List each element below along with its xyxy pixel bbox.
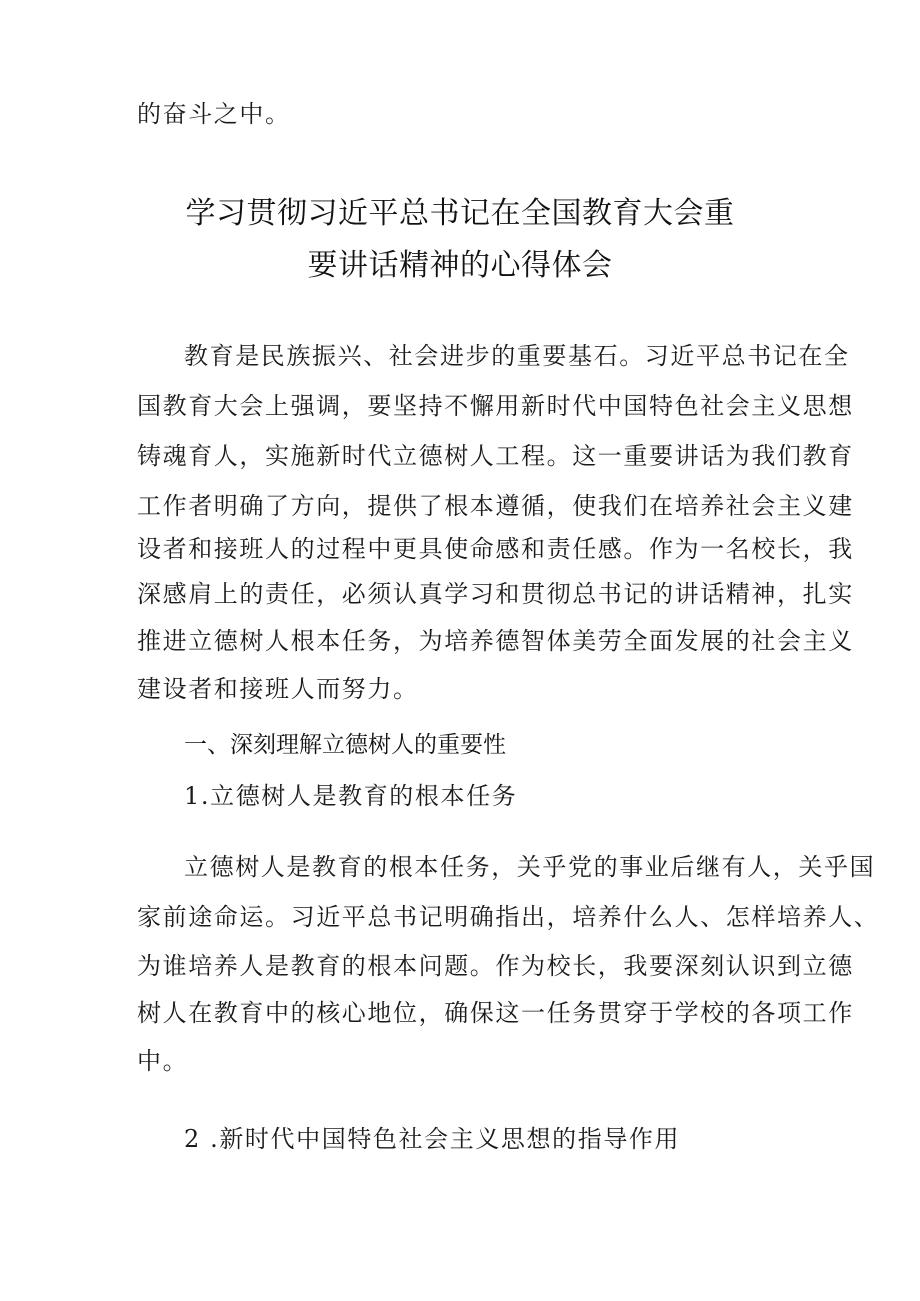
paragraph-line: 工作者明确了方向，提供了根本遵循，使我们在培养社会主义建 [137, 492, 854, 520]
paragraph-line: 为谁培养人是教育的根本问题。作为校长，我要深刻认识到立德 [137, 952, 854, 980]
paragraph-line: 中。 [137, 1047, 189, 1075]
paragraph-line: 铸魂育人，实施新时代立德树人工程。这一重要讲话为我们教育 [137, 442, 854, 470]
paragraph-line: 推进立德树人根本任务，为培养德智体美劳全面发展的社会主义 [137, 627, 854, 655]
section-heading: 一、深刻理解立德树人的重要性 [184, 732, 506, 758]
document-title-line-1: 学习贯彻习近平总书记在全国教育大会重 [185, 196, 735, 231]
subsection-heading-2: 2 .新时代中国特色社会主义思想的指导作用 [184, 1125, 681, 1153]
paragraph-line: 树人在教育中的核心地位，确保这一任务贯穿于学校的各项工作 [137, 999, 854, 1027]
paragraph-line: 国教育大会上强调，要坚持不懈用新时代中国特色社会主义思想 [137, 392, 854, 420]
paragraph-line: 建设者和接班人而努力。 [137, 675, 419, 703]
carryover-line: 的奋斗之中。 [137, 100, 291, 128]
paragraph-line: 教育是民族振兴、社会进步的重要基石。习近平总书记在全 [184, 342, 850, 370]
document-title-line-2: 要讲话精神的心得体会 [307, 248, 613, 283]
paragraph-line: 立德树人是教育的根本任务，关乎党的事业后继有人，关乎国 [184, 853, 876, 881]
paragraph-line: 深感肩上的责任，必须认真学习和贯彻总书记的讲话精神，扎实 [137, 580, 854, 608]
paragraph-line: 设者和接班人的过程中更具使命感和责任感。作为一名校长，我 [137, 535, 854, 563]
paragraph-line: 家前途命运。习近平总书记明确指出，培养什么人、怎样培养人、 [137, 903, 880, 931]
subsection-heading-1: 1.立德树人是教育的根本任务 [184, 782, 518, 810]
